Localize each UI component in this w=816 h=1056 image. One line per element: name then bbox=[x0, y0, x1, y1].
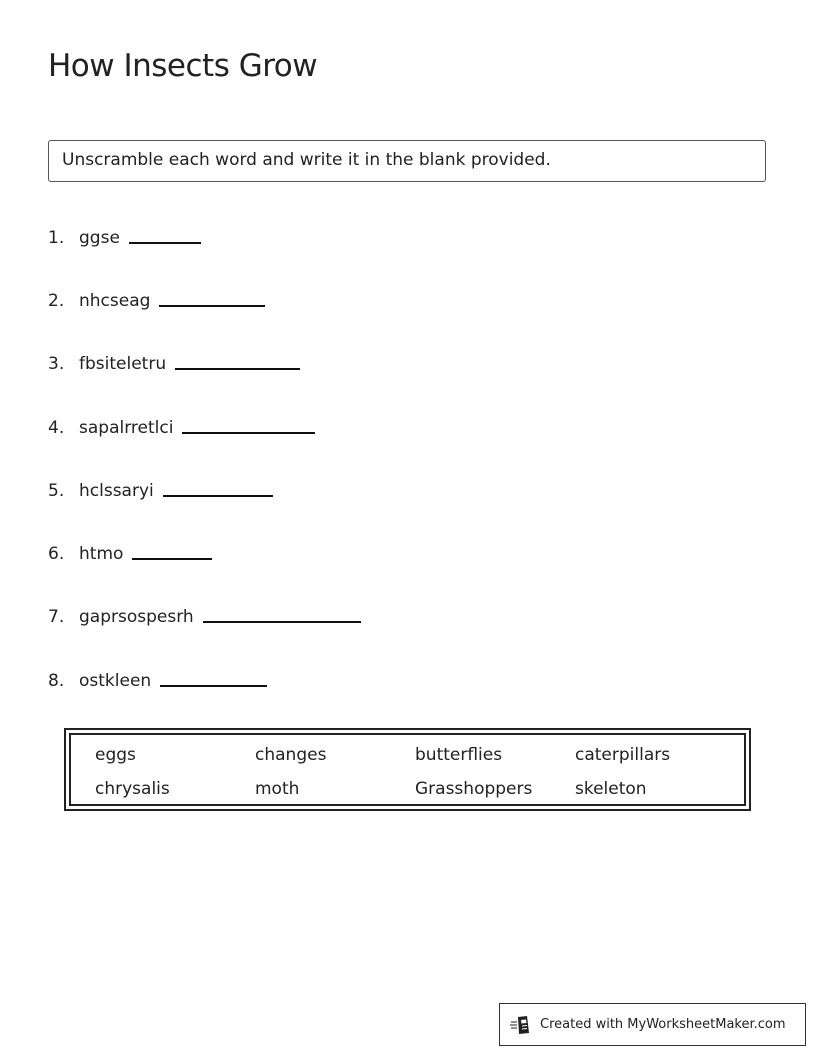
question-number: 4. bbox=[48, 418, 65, 438]
answer-blank[interactable] bbox=[163, 494, 273, 497]
footer-credit[interactable] bbox=[499, 1003, 806, 1046]
scrambled-word: nhcseag bbox=[79, 291, 151, 311]
question-number: 7. bbox=[48, 607, 65, 627]
word-bank-inner bbox=[69, 733, 746, 806]
question-number: 1. bbox=[48, 228, 65, 248]
word-bank-item: changes bbox=[255, 745, 327, 765]
answer-blank[interactable] bbox=[160, 684, 267, 687]
instructions-box: Unscramble each word and write it in the blank provided. bbox=[48, 140, 766, 182]
answer-blank[interactable] bbox=[203, 620, 361, 623]
word-bank-item: caterpillars bbox=[575, 745, 671, 765]
answer-blank[interactable] bbox=[132, 557, 212, 560]
word-bank-item: Grasshoppers bbox=[415, 779, 533, 799]
word-bank-item: butterflies bbox=[415, 745, 503, 765]
word-bank bbox=[64, 728, 751, 811]
question-item bbox=[48, 285, 265, 311]
question-item bbox=[48, 412, 315, 438]
word-bank-item: skeleton bbox=[575, 779, 647, 799]
question-number: 5. bbox=[48, 481, 65, 501]
worksheet-maker-logo-icon bbox=[510, 1014, 532, 1036]
answer-blank[interactable] bbox=[182, 431, 315, 434]
question-item bbox=[48, 538, 212, 564]
word-bank-item: moth bbox=[255, 779, 300, 799]
answer-blank[interactable] bbox=[129, 241, 201, 244]
footer-text: Created with MyWorksheetMaker.com bbox=[540, 1017, 786, 1032]
scrambled-word: htmo bbox=[79, 544, 124, 564]
scrambled-word: hclssaryi bbox=[79, 481, 154, 501]
scrambled-word: gaprsospesrh bbox=[79, 607, 194, 627]
question-number: 8. bbox=[48, 671, 65, 691]
scrambled-word: ostkleen bbox=[79, 671, 152, 691]
scrambled-word: ggse bbox=[79, 228, 120, 248]
question-number: 2. bbox=[48, 291, 65, 311]
answer-blank[interactable] bbox=[159, 304, 265, 307]
page-title: How Insects Grow bbox=[48, 48, 318, 84]
word-bank-item: chrysalis bbox=[95, 779, 170, 799]
question-item bbox=[48, 601, 361, 627]
question-number: 3. bbox=[48, 354, 65, 374]
scrambled-word: fbsiteletru bbox=[79, 354, 167, 374]
question-item bbox=[48, 665, 267, 691]
scrambled-word: sapalrretlci bbox=[79, 418, 174, 438]
question-item bbox=[48, 222, 201, 248]
word-bank-item: eggs bbox=[95, 745, 136, 765]
answer-blank[interactable] bbox=[175, 367, 300, 370]
question-item bbox=[48, 475, 273, 501]
question-number: 6. bbox=[48, 544, 65, 564]
question-item bbox=[48, 348, 300, 374]
